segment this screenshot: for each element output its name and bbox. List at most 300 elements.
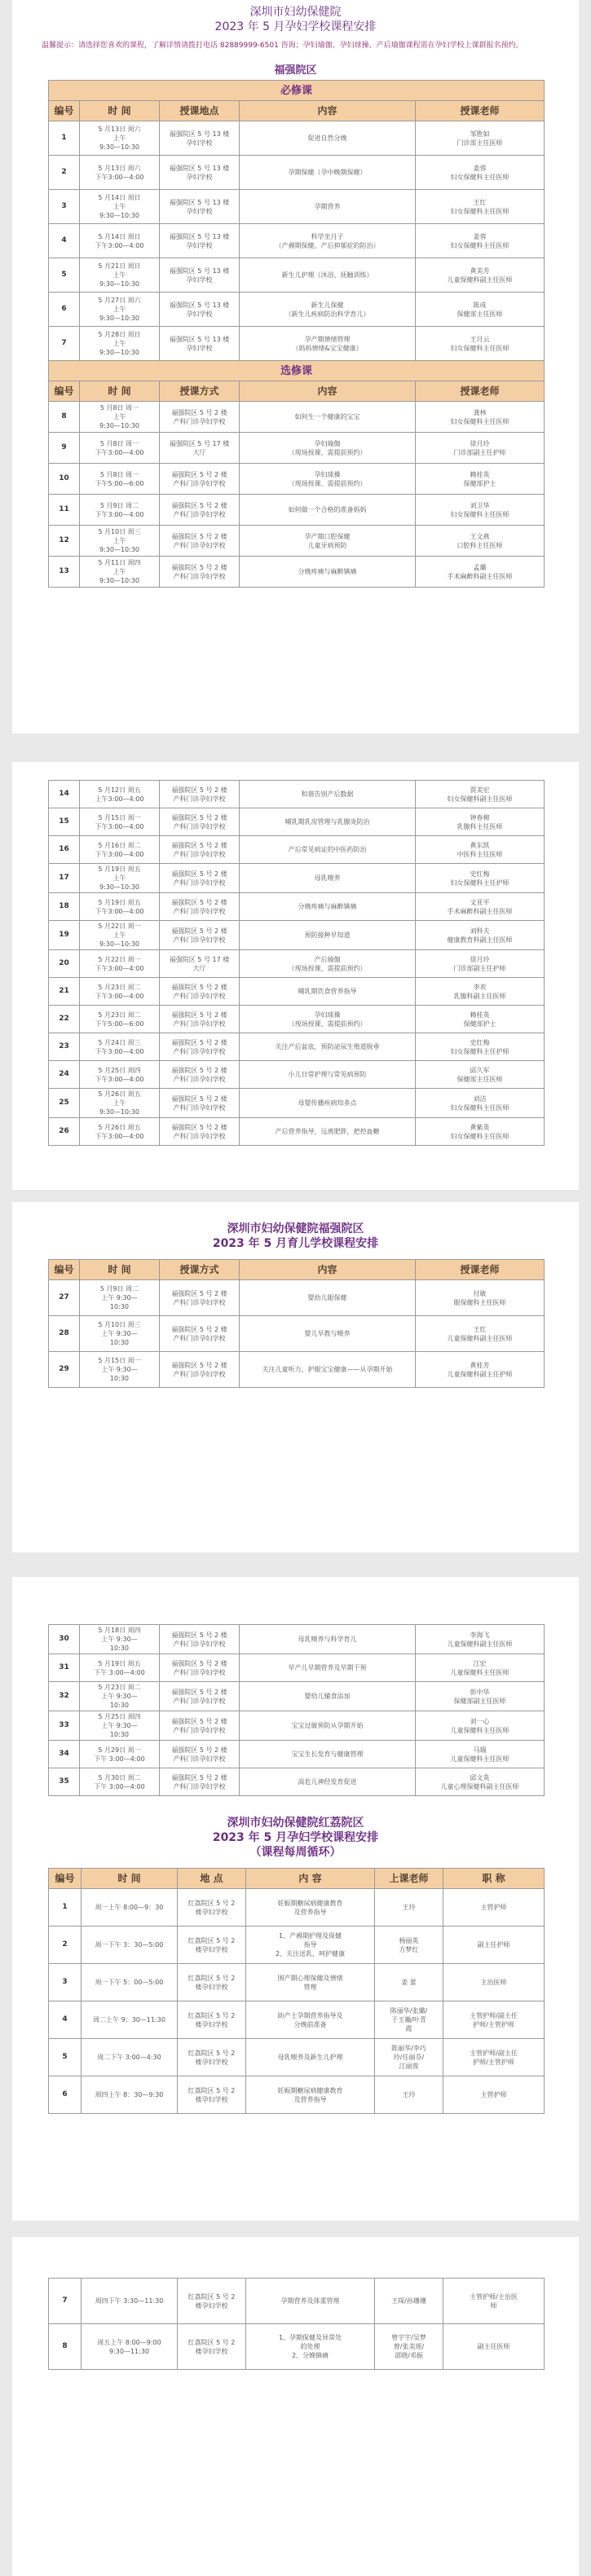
cell-content: 小儿日常护理与常见病预防 bbox=[240, 1061, 416, 1089]
cell-content: 科学坐月子 （产褥期保健、产后抑郁症的防治） bbox=[240, 224, 416, 258]
cell-content: 预防接种早知道 bbox=[240, 921, 416, 950]
cell-teacher: 赖桂英 保健部护士 bbox=[416, 464, 545, 495]
cell-content: 助产士孕期营养指导及 分娩前准备 bbox=[246, 2001, 375, 2039]
cell-place: 福强院区 5 号 2 楼 产科门诊孕妇学校 bbox=[160, 1006, 240, 1033]
cell-time: 5 月25日 周四 下午3:00—4:00 bbox=[80, 1061, 160, 1089]
cell-no: 34 bbox=[49, 1741, 80, 1768]
cell-place: 福强院区 5 号 2 楼 产科门诊孕妇学校 bbox=[160, 495, 240, 526]
cell-content: 早产儿早期营养及早期干预 bbox=[240, 1654, 416, 1682]
cell-place: 福强院区 5 号 2 楼 产科门诊孕妇学校 bbox=[160, 1033, 240, 1061]
cell-teacher: 王玲 bbox=[375, 2076, 443, 2114]
child-school-title: 深圳市妇幼保健院福强院区 bbox=[227, 1222, 364, 1235]
table-row bbox=[49, 921, 545, 950]
cell-title: 主管护师/副主任 护师/主管护师 bbox=[443, 2001, 545, 2039]
cell-no: 7 bbox=[49, 327, 80, 361]
table-row bbox=[49, 2279, 545, 2324]
cell-time: 5 月23日 周二 下午3:00—4:00 bbox=[80, 978, 160, 1006]
cell-content: 1、孕期保健及异常处 的处理 2、分娩镇痛 bbox=[246, 2324, 375, 2370]
col-header: 授课老师 bbox=[416, 101, 545, 121]
cell-time: 周一下午 3：30—5:00 bbox=[82, 1926, 178, 1964]
cell-time: 5 月10日 周三 上午 9:30— 10:30 bbox=[80, 1316, 160, 1352]
cell-place: 福强院区 5 号 2 楼 产科门诊孕妇学校 bbox=[160, 1625, 240, 1654]
child-school-continued-table bbox=[48, 1624, 545, 1796]
cell-place: 福强院区 5 号 2 楼 产科门诊孕妇学校 bbox=[160, 808, 240, 836]
cell-no: 9 bbox=[49, 433, 80, 464]
cell-content: 孕期保健（孕中晚期保健） bbox=[240, 156, 416, 190]
cell-no: 2 bbox=[49, 156, 80, 190]
cell-place: 福强院区 5 号 2 楼 产科门诊孕妇学校 bbox=[160, 1316, 240, 1352]
cell-place: 福强院区 5 号 2 楼 产科门诊孕妇学校 bbox=[160, 1654, 240, 1682]
cell-content: 妊娠期糖尿病健康教育 及营养指导 bbox=[246, 1889, 375, 1926]
cell-teacher: 陈丽华/李巧 玲/任丽芬/ 江丽蓉 bbox=[375, 2039, 443, 2076]
col-header: 编号 bbox=[49, 1869, 82, 1889]
hongli-schedule-table bbox=[48, 1868, 545, 2114]
col-header: 时 间 bbox=[82, 1869, 178, 1889]
cell-teacher: 江宏 儿童保健科主任医师 bbox=[416, 1654, 545, 1682]
cell-teacher: 王玲 bbox=[375, 1889, 443, 1926]
col-header: 授课老师 bbox=[416, 1260, 545, 1280]
cell-title: 主治医师 bbox=[443, 1964, 545, 2001]
cell-place: 福强院区 5 号 2 楼 产科门诊孕妇学校 bbox=[160, 1711, 240, 1741]
cell-teacher: 付敏 眼保健科主任医师 bbox=[416, 1280, 545, 1316]
cell-content: 母婴传播疾病知多点 bbox=[240, 1089, 416, 1118]
cell-content: 妊娠期糖尿病健康教育 及营养指导 bbox=[246, 2076, 375, 2114]
table-row bbox=[49, 950, 545, 978]
cell-no: 8 bbox=[49, 402, 80, 433]
cell-place: 福强院区 5 号 2 楼 产科门诊孕妇学校 bbox=[160, 1768, 240, 1796]
cell-time: 周四下午 3:30—11:30 bbox=[82, 2279, 178, 2324]
notice-text: 温馨提示：请选择您喜欢的课程，了解详情请拨打电话 82889999-6501 咨询；孕妇瑜伽、孕妇球操、产后瑜伽课程需在孕妇学校上课群报名预约。 bbox=[42, 42, 523, 50]
col-header: 时 间 bbox=[80, 101, 160, 121]
schedule-sheet-5 bbox=[12, 2237, 579, 2576]
child-school-rows bbox=[49, 1280, 545, 1388]
table-header-row bbox=[49, 381, 545, 402]
cell-no: 24 bbox=[49, 1061, 80, 1089]
cell-teacher: 龚林 妇女保健科主任医师 bbox=[416, 402, 545, 433]
col-header: 上课老师 bbox=[375, 1869, 443, 1889]
cell-no: 4 bbox=[49, 224, 80, 258]
col-header: 内容 bbox=[240, 101, 416, 121]
table-row bbox=[49, 2324, 545, 2370]
cell-time: 5 月10日 周三 上午 9:30—10:30 bbox=[80, 526, 160, 557]
cell-place: 红荔院区 5 号 2 楼孕妇学校 bbox=[178, 1926, 246, 1964]
cell-no: 4 bbox=[49, 2001, 82, 2039]
cell-time: 5 月13日 周六 上午 9:30—10:30 bbox=[80, 121, 160, 156]
cell-no: 6 bbox=[49, 2076, 82, 2114]
cell-no: 35 bbox=[49, 1768, 80, 1796]
table-row bbox=[49, 557, 545, 588]
cell-place: 福强院区 5 号 2 楼 产科门诊孕妇学校 bbox=[160, 864, 240, 893]
cell-teacher: 黄紫英 妇女保健科主任医师 bbox=[416, 1118, 545, 1146]
cell-no: 25 bbox=[49, 1089, 80, 1118]
cell-time: 5 月22日 周一 上午 9:30—10:30 bbox=[80, 921, 160, 950]
table-row bbox=[49, 224, 545, 258]
cell-title: 主管护师/主治医 师 bbox=[443, 2279, 545, 2324]
hongli-continued-table bbox=[48, 2278, 545, 2370]
cell-place: 福强院区 5 号 2 楼 产科门诊孕妇学校 bbox=[160, 1682, 240, 1711]
cell-time: 5 月14日 周日 上午 9:30—10:30 bbox=[80, 190, 160, 224]
cell-title: 副主任医师 bbox=[443, 2324, 545, 2370]
cell-place: 福强院区 5 号 2 楼 产科门诊孕妇学校 bbox=[160, 921, 240, 950]
cell-place: 福强院区 5 号 2 楼 产科门诊孕妇学校 bbox=[160, 781, 240, 808]
cell-teacher: 彭中华 保健部副主任医师 bbox=[416, 1682, 545, 1711]
col-header: 授课地点 bbox=[160, 101, 240, 121]
cell-no: 3 bbox=[49, 190, 80, 224]
cell-time: 5 月9日 周二 上午 9:30— 10:30 bbox=[80, 1280, 160, 1316]
optional-rows bbox=[49, 402, 545, 588]
cell-teacher: 孟璐 手术麻醉科副主任医师 bbox=[416, 557, 545, 588]
cell-teacher: 李欢 乳腺科副主任医师 bbox=[416, 978, 545, 1006]
table-row bbox=[49, 1964, 545, 2001]
cell-place: 红荔院区 5 号 2 楼孕妇学校 bbox=[178, 2039, 246, 2076]
cell-content: 孕产期情绪管理 （妈妈情绪&宝宝健康） bbox=[240, 327, 416, 361]
col-header: 内容 bbox=[240, 381, 416, 402]
cell-place: 福强院区 5 号 2 楼 产科门诊孕妇学校 bbox=[160, 402, 240, 433]
cell-content: 母乳喂养与科学育儿 bbox=[240, 1625, 416, 1654]
cell-title: 副主任护师 bbox=[443, 1926, 545, 1964]
cell-place: 福强院区 5 号 13 楼 孕妇学校 bbox=[160, 258, 240, 293]
required-section-label: 必修课 bbox=[49, 81, 545, 101]
col-header: 内容 bbox=[240, 1260, 416, 1280]
cell-no: 17 bbox=[49, 864, 80, 893]
hongli-title: 深圳市妇幼保健院红荔院区 bbox=[227, 1816, 364, 1830]
table-header-row bbox=[49, 1260, 545, 1280]
cell-no: 22 bbox=[49, 1006, 80, 1033]
cell-place: 福强院区 5 号 2 楼 产科门诊孕妇学校 bbox=[160, 978, 240, 1006]
cell-no: 29 bbox=[49, 1352, 80, 1388]
table-row bbox=[49, 1006, 545, 1033]
cell-no: 5 bbox=[49, 258, 80, 293]
cell-teacher: 姜蓉 妇女保健科主任医师 bbox=[416, 224, 545, 258]
table-row bbox=[49, 1118, 545, 1146]
table-row bbox=[49, 1061, 545, 1089]
table-row bbox=[49, 1316, 545, 1352]
table-row bbox=[49, 781, 545, 808]
cell-teacher: 贾美宏 妇女保健科副主任医师 bbox=[416, 781, 545, 808]
cell-teacher: 曾宇宇/吴梦 曾/张美瑶/ 邵晓/邓振 bbox=[375, 2324, 443, 2370]
cell-time: 5 月12日 周五 上午3:00—4:00 bbox=[80, 781, 160, 808]
cell-content: 分娩疼痛与麻醉镇痛 bbox=[240, 557, 416, 588]
cell-place: 福强院区 5 号 17 楼 大厅 bbox=[160, 950, 240, 978]
table-row bbox=[49, 121, 545, 156]
cell-time: 5 月30日 周二 下午 3:00—4:00 bbox=[80, 1768, 160, 1796]
child-school-table bbox=[48, 1259, 545, 1388]
cell-time: 5 月19日 周五 上午 9:30—10:30 bbox=[80, 864, 160, 893]
col-header: 职 称 bbox=[443, 1869, 545, 1889]
cell-time: 5 月25日 周四 上午 9:30— 10:30 bbox=[80, 1711, 160, 1741]
cell-time: 5 月16日 周二 下午3:00—4:00 bbox=[80, 836, 160, 864]
cell-place: 福强院区 5 号 2 楼 产科门诊孕妇学校 bbox=[160, 1118, 240, 1146]
cell-no: 13 bbox=[49, 557, 80, 588]
cell-content: 新生儿保健 （新生儿疾病防治科学育儿） bbox=[240, 293, 416, 327]
cell-no: 14 bbox=[49, 781, 80, 808]
table-row bbox=[49, 1711, 545, 1741]
cell-place: 红荔院区 5 号 2 楼孕妇学校 bbox=[178, 2001, 246, 2039]
cell-time: 周一上午 8:00—9：30 bbox=[82, 1889, 178, 1926]
cell-content: 关注儿童听力、护眼宝宝健康——从孕期开始 bbox=[240, 1352, 416, 1388]
cell-title: 主管护师 bbox=[443, 2076, 545, 2114]
cell-content: 母乳喂养及新生儿护理 bbox=[246, 2039, 375, 2076]
cell-content: 1、产褥期护理及保健 指导 2、关注送乳，呵护健康 bbox=[246, 1926, 375, 1964]
cell-no: 8 bbox=[49, 2324, 82, 2370]
cell-teacher: 王红 儿童保健科副主任医师 bbox=[416, 1316, 545, 1352]
cell-time: 5 月24日 周三 下午3:00—4:00 bbox=[80, 1033, 160, 1061]
cell-time: 周一下午 5：00—5:00 bbox=[82, 1964, 178, 2001]
cell-time: 5 月29日 周一 下午 3:00—4:00 bbox=[80, 1741, 160, 1768]
cell-content: 婴幼儿眼保健 bbox=[240, 1280, 416, 1316]
cell-place: 福强院区 5 号 13 楼 孕妇学校 bbox=[160, 224, 240, 258]
cell-time: 5 月23日 周二 上午 9:30— 10:30 bbox=[80, 1682, 160, 1711]
hongli-rows bbox=[49, 1889, 545, 2114]
table-row bbox=[49, 1682, 545, 1711]
cell-time: 5 月23日 周二 下午5:00—6:00 bbox=[80, 1006, 160, 1033]
cell-time: 5 月15日 周一 上午 9:30— 10:30 bbox=[80, 1352, 160, 1388]
cell-content: 孕妇球操 （现场授课、需提前预约） bbox=[240, 1006, 416, 1033]
cell-time: 5 月8日 周一 下午5:00—6:00 bbox=[80, 464, 160, 495]
cell-teacher: 姜蓉 妇女保健科主任医师 bbox=[416, 156, 545, 190]
cell-place: 福强院区 5 号 13 楼 孕妇学校 bbox=[160, 156, 240, 190]
cell-no: 27 bbox=[49, 1280, 80, 1316]
cell-place: 福强院区 5 号 17 楼 大厅 bbox=[160, 433, 240, 464]
table-row bbox=[49, 2039, 545, 2076]
table-row bbox=[49, 808, 545, 836]
cell-teacher: 邹胜如 门诊部主任医师 bbox=[416, 121, 545, 156]
cell-time: 5 月11日 周四 上午 9:30—10:30 bbox=[80, 557, 160, 588]
cell-no: 30 bbox=[49, 1625, 80, 1654]
cell-content: 如何做一个合格的准备妈妈 bbox=[240, 495, 416, 526]
table-header-row bbox=[49, 1869, 545, 1889]
table-row bbox=[49, 1033, 545, 1061]
table-row bbox=[49, 1089, 545, 1118]
cell-content: 如何生一个健康的宝宝 bbox=[240, 402, 416, 433]
cell-teacher: 史红梅 妇女保健科主任护师 bbox=[416, 1033, 545, 1061]
cell-place: 福强院区 5 号 2 楼 产科门诊孕妇学校 bbox=[160, 557, 240, 588]
table-row bbox=[49, 1889, 545, 1926]
cell-place: 福强院区 5 号 2 楼 产科门诊孕妇学校 bbox=[160, 1280, 240, 1316]
col-header: 授课方式 bbox=[160, 381, 240, 402]
table-row bbox=[49, 1741, 545, 1768]
cell-content: 孕妇球操 （现场授课、需提前预约） bbox=[240, 464, 416, 495]
cell-time: 5 月18日 周四 上午 9:30— 10:30 bbox=[80, 1625, 160, 1654]
cell-time: 5 月22日 周一 下午3:00—4:00 bbox=[80, 950, 160, 978]
cell-content: 和谐告别产后数据 bbox=[240, 781, 416, 808]
cell-content: 婴幼儿辅食添加 bbox=[240, 1682, 416, 1711]
cell-teacher: 刘一心 儿童保健科主任医师 bbox=[416, 1711, 545, 1741]
required-rows bbox=[49, 121, 545, 361]
cell-no: 6 bbox=[49, 293, 80, 327]
cell-teacher: 钟春棉 乳腺科主任医师 bbox=[416, 808, 545, 836]
cell-place: 福强院区 5 号 2 楼 产科门诊孕妇学校 bbox=[160, 1352, 240, 1388]
schedule-sheet-3 bbox=[12, 1202, 579, 1552]
col-header: 内 容 bbox=[246, 1869, 375, 1889]
table-row bbox=[49, 1625, 545, 1654]
cell-no: 32 bbox=[49, 1682, 80, 1711]
cell-no: 3 bbox=[49, 1964, 82, 2001]
cell-teacher: 文亚平 手术麻醉科副主任医师 bbox=[416, 893, 545, 921]
table-row bbox=[49, 402, 545, 433]
branch-title: 福强院区 bbox=[274, 64, 317, 77]
table-row bbox=[49, 464, 545, 495]
schedule-sheet-2 bbox=[12, 762, 579, 1190]
cell-teacher: 邱久军 保健部主任医师 bbox=[416, 1061, 545, 1089]
col-header: 时 间 bbox=[80, 381, 160, 402]
cell-time: 5 月19日 周五 下午3:00—4:00 bbox=[80, 893, 160, 921]
cell-no: 16 bbox=[49, 836, 80, 864]
cell-content: 分娩疼痛与麻醉镇痛 bbox=[240, 893, 416, 921]
cell-no: 20 bbox=[49, 950, 80, 978]
cell-time: 5 月21日 周日 上午 9:30—10:30 bbox=[80, 258, 160, 293]
cell-teacher: 陈丽华/张璐/ 于玉瀚/叶青 霞 bbox=[375, 2001, 443, 2039]
table-row bbox=[49, 433, 545, 464]
cell-time: 5 月8日 周一 下午3:00—4:00 bbox=[80, 433, 160, 464]
col-header: 授课方式 bbox=[160, 1260, 240, 1280]
cell-time: 周二上午 9：30—11:30 bbox=[82, 2001, 178, 2039]
table-row bbox=[49, 864, 545, 893]
table-row bbox=[49, 293, 545, 327]
schedule-sheet-1 bbox=[12, 0, 579, 733]
col-header: 时 间 bbox=[80, 1260, 160, 1280]
cell-content: 母乳喂养 bbox=[240, 864, 416, 893]
cell-time: 5 月15日 周一 下午3:00—4:00 bbox=[80, 808, 160, 836]
cell-no: 28 bbox=[49, 1316, 80, 1352]
cell-content: 高危儿神经发育促进 bbox=[240, 1768, 416, 1796]
cell-no: 33 bbox=[49, 1711, 80, 1741]
cell-no: 5 bbox=[49, 2039, 82, 2076]
hongli-cycle-note: （课程每周循环） bbox=[249, 1846, 342, 1859]
cell-teacher: 黄美芳 儿童保健科副主任医师 bbox=[416, 258, 545, 293]
cell-content: 产后营养指导，远离肥胖，把控血糖 bbox=[240, 1118, 416, 1146]
cell-teacher: 姜 蕾 bbox=[375, 1964, 443, 2001]
table-row bbox=[49, 526, 545, 557]
table-row bbox=[49, 1280, 545, 1316]
cell-no: 12 bbox=[49, 526, 80, 557]
cell-no: 1 bbox=[49, 121, 80, 156]
cell-no: 23 bbox=[49, 1033, 80, 1061]
cell-teacher: 杨丽英 方梦红 bbox=[375, 1926, 443, 1964]
cell-content: 孕期营养及体重管理 bbox=[246, 2279, 375, 2324]
cell-no: 26 bbox=[49, 1118, 80, 1146]
cell-content: 产后瑜伽 （现场授课、需提前预约） bbox=[240, 950, 416, 978]
table-row bbox=[49, 1654, 545, 1682]
col-header: 地 点 bbox=[178, 1869, 246, 1889]
schedule-title: 2023 年 5 月孕妇学校课程安排 bbox=[214, 20, 377, 33]
cell-no: 2 bbox=[49, 1926, 82, 1964]
cell-teacher: 史红梅 妇女保健科主任护师 bbox=[416, 864, 545, 893]
table-row bbox=[49, 190, 545, 224]
cell-time: 5 月8日 周一 上午 9:30—10:30 bbox=[80, 402, 160, 433]
cell-place: 福强院区 5 号 2 楼 产科门诊孕妇学校 bbox=[160, 526, 240, 557]
cell-teacher: 王红 妇女保健科主任医师 bbox=[416, 190, 545, 224]
cell-content: 宝宝生长发育与健康管理 bbox=[240, 1741, 416, 1768]
cell-no: 21 bbox=[49, 978, 80, 1006]
table-row bbox=[49, 327, 545, 361]
cell-time: 5 月13日 周六 下午3:00—4:00 bbox=[80, 156, 160, 190]
cell-no: 11 bbox=[49, 495, 80, 526]
table-row bbox=[49, 1926, 545, 1964]
col-header: 编号 bbox=[49, 101, 80, 121]
cell-teacher: 徐月玲 门诊部副主任护师 bbox=[416, 433, 545, 464]
cell-place: 福强院区 5 号 2 楼 产科门诊孕妇学校 bbox=[160, 1089, 240, 1118]
cell-teacher: 王月云 妇女保健科主任医师 bbox=[416, 327, 545, 361]
cell-teacher: 邱文英 儿童心理保健科副主任医师 bbox=[416, 1768, 545, 1796]
cell-time: 5 月14日 周日 下午3:00—4:00 bbox=[80, 224, 160, 258]
optional-section-label: 选修课 bbox=[49, 361, 545, 381]
cell-content: 哺乳期饮食营养指导 bbox=[240, 978, 416, 1006]
cell-title: 主管护师/副主任 护师/主管护师 bbox=[443, 2039, 545, 2076]
cell-time: 周五上午 8:00—9:00 9:30—11:30 bbox=[82, 2324, 178, 2370]
cell-no: 10 bbox=[49, 464, 80, 495]
cell-place: 福强院区 5 号 2 楼 产科门诊孕妇学校 bbox=[160, 836, 240, 864]
child-school-subtitle: 2023 年 5 月育儿学校课程安排 bbox=[212, 1237, 379, 1250]
cell-time: 5 月26日 周五 下午3:00—4:00 bbox=[80, 1118, 160, 1146]
cell-no: 31 bbox=[49, 1654, 80, 1682]
cell-content: 婴儿早教与喂养 bbox=[240, 1316, 416, 1352]
hospital-title: 深圳市妇幼保健院 bbox=[249, 6, 342, 19]
cell-place: 福强院区 5 号 2 楼 产科门诊孕妇学校 bbox=[160, 1741, 240, 1768]
cell-teacher: 陈成 保健部主任医师 bbox=[416, 293, 545, 327]
cell-content: 产后常见病证的中医药防治 bbox=[240, 836, 416, 864]
cell-place: 福强院区 5 号 13 楼 孕妇学校 bbox=[160, 190, 240, 224]
cell-place: 福强院区 5 号 2 楼 产科门诊孕妇学校 bbox=[160, 1061, 240, 1089]
cell-teacher: 黄东凯 中医科主任医师 bbox=[416, 836, 545, 864]
cell-teacher: 王琛/孙珊珊 bbox=[375, 2279, 443, 2324]
schedule-sheet-4 bbox=[12, 1577, 579, 2221]
cell-place: 福强院区 5 号 2 楼 产科门诊孕妇学校 bbox=[160, 893, 240, 921]
hongli-continued-rows bbox=[49, 2279, 545, 2370]
cell-teacher: 刘洁 妇女保健科主任医师 bbox=[416, 1089, 545, 1118]
table-row bbox=[49, 2001, 545, 2039]
cell-place: 红荔院区 5 号 2 楼孕妇学校 bbox=[178, 1889, 246, 1926]
child-school-continued-rows bbox=[49, 1625, 545, 1796]
cell-content: 孕妇瑜伽 （现场授课、需提前预约） bbox=[240, 433, 416, 464]
optional-continued-rows bbox=[49, 781, 545, 1146]
table-row bbox=[49, 2076, 545, 2114]
optional-continued-table bbox=[48, 780, 545, 1146]
cell-place: 福强院区 5 号 13 楼 孕妇学校 bbox=[160, 121, 240, 156]
cell-time: 5 月26日 周五 上午 9:30—10:30 bbox=[80, 1089, 160, 1118]
cell-place: 红荔院区 5 号 2 楼孕妇学校 bbox=[178, 2279, 246, 2324]
cell-place: 福强院区 5 号 13 楼 孕妇学校 bbox=[160, 293, 240, 327]
cell-content: 孕期营养 bbox=[240, 190, 416, 224]
cell-time: 周四上午 8：30—9:30 bbox=[82, 2076, 178, 2114]
cell-time: 5 月28日 周日 上午 9:30—10:30 bbox=[80, 327, 160, 361]
table-row bbox=[49, 495, 545, 526]
cell-place: 红荔院区 5 号 2 楼孕妇学校 bbox=[178, 1964, 246, 2001]
cell-place: 福强院区 5 号 13 楼 孕妇学校 bbox=[160, 327, 240, 361]
cell-teacher: 刘卫华 妇女保健科主任医师 bbox=[416, 495, 545, 526]
col-header: 编号 bbox=[49, 381, 80, 402]
cell-content: 关注产后盆底，预防泌尿生殖道脱垂 bbox=[240, 1033, 416, 1061]
cell-no: 7 bbox=[49, 2279, 82, 2324]
col-header: 编号 bbox=[49, 1260, 80, 1280]
cell-time: 周二下午 3:00—4:30 bbox=[82, 2039, 178, 2076]
table-row bbox=[49, 836, 545, 864]
table-row bbox=[49, 156, 545, 190]
cell-title: 主管护师 bbox=[443, 1889, 545, 1926]
cell-content: 宝宝过敏预防从孕期开始 bbox=[240, 1711, 416, 1741]
cell-place: 红荔院区 5 号 2 楼孕妇学校 bbox=[178, 2076, 246, 2114]
col-header: 授课老师 bbox=[416, 381, 545, 402]
cell-no: 1 bbox=[49, 1889, 82, 1926]
cell-teacher: 徐月玲 门诊部副主任护师 bbox=[416, 950, 545, 978]
cell-time: 5 月19日 周五 下午 3:00—4:00 bbox=[80, 1654, 160, 1682]
cell-teacher: 刘科夫 健康教育科副主任医师 bbox=[416, 921, 545, 950]
cell-content: 新生儿护理（沐浴、抚触训练） bbox=[240, 258, 416, 293]
cell-no: 19 bbox=[49, 921, 80, 950]
cell-content: 孕产期口腔保健 儿童牙病预防 bbox=[240, 526, 416, 557]
table-header-row bbox=[49, 101, 545, 121]
cell-time: 5 月27日 周六 上午 9:30—10:30 bbox=[80, 293, 160, 327]
